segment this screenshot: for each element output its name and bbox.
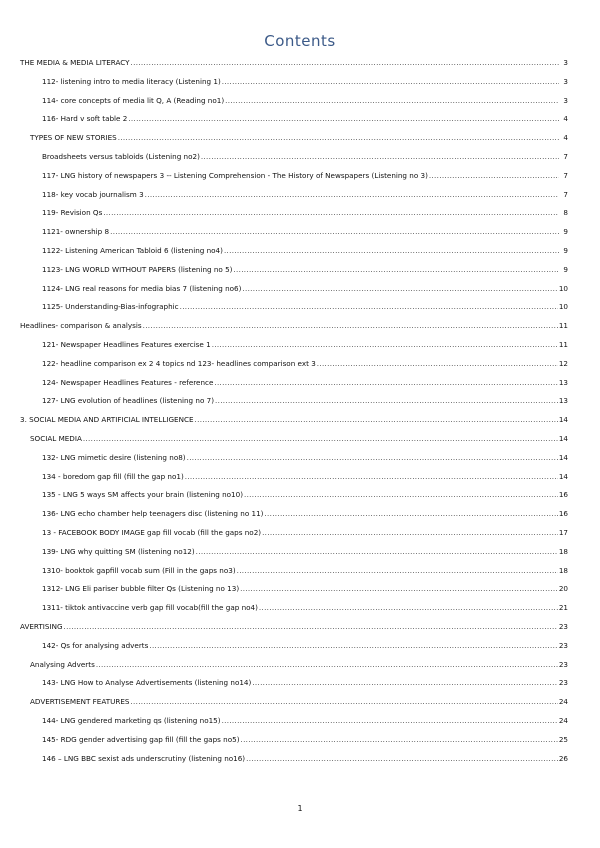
toc-leader-dots (64, 622, 558, 632)
toc-leader-dots (143, 321, 558, 331)
toc-entry[interactable] (42, 152, 568, 162)
toc-entry-page: 18 (558, 565, 568, 575)
toc-entry-text: 13 - FACEBOOK BODY IMAGE gap fill vocab (fill the gaps no2) (42, 528, 262, 537)
toc-entry-text: 139- LNG why quitting SM (listening no12) (42, 546, 195, 556)
page-title: Contents (264, 32, 336, 50)
toc-entry[interactable] (42, 359, 568, 369)
toc-entry-page: 11 (558, 321, 568, 331)
toc-entry[interactable] (42, 114, 568, 124)
toc-entry-text: 145- RDG gender advertising gap fill (fill the gaps no5) (42, 734, 240, 744)
toc-entry-text: Analysing Adverts (30, 659, 95, 669)
toc-leader-dots (131, 58, 559, 68)
toc-leader-dots (185, 472, 558, 482)
toc-leader-dots (96, 660, 558, 670)
toc-entry-page: 4 (563, 133, 568, 143)
toc-leader-dots (130, 697, 557, 707)
toc-entry-page: 9 (563, 227, 568, 237)
toc-entry[interactable] (42, 547, 568, 557)
toc-entry[interactable] (42, 453, 568, 463)
toc-entry-page: 7 (563, 189, 568, 199)
toc-entry-text: 1125- Understanding-Bias-infographic (42, 302, 179, 312)
toc-entry-page: 10 (558, 283, 568, 293)
toc-entry-page: 7 (563, 170, 568, 180)
toc-entry-text: 114- core concepts of media lit Q, A (Reading no1) (42, 95, 225, 105)
toc-entry-text: TYPES OF NEW STORIES (30, 133, 117, 143)
toc-entry-text: 124- Newspaper Headlines Features - reference (42, 377, 214, 387)
toc-leader-dots (237, 566, 558, 576)
toc-entry-text: 121- Newspaper Headlines Features exercise 1 (42, 340, 211, 349)
toc-entry[interactable] (42, 584, 568, 594)
toc-entry[interactable] (42, 77, 568, 87)
toc-leader-dots (145, 190, 559, 200)
toc-leader-dots (225, 96, 559, 106)
toc-entry-text: 112- listening intro to media literacy (Listening 1) (42, 76, 221, 86)
toc-entry-page: 23 (558, 678, 568, 688)
toc-entry[interactable] (42, 302, 568, 312)
toc-entry[interactable] (42, 396, 568, 406)
toc-entry-page: 11 (558, 340, 568, 349)
toc-leader-dots (214, 378, 557, 388)
toc-entry-page: 3 (563, 58, 568, 67)
toc-entry-text: 134 - boredom gap fill (fill the gap no1) (42, 471, 184, 481)
toc-entry[interactable] (42, 227, 568, 237)
toc-entry-page: 20 (558, 584, 568, 594)
toc-entry-text: 1312- LNG Eli pariser bubble filter Qs (Listening no 13) (42, 584, 240, 594)
toc-entry-page: 3 (563, 95, 568, 105)
toc-entry-page: 18 (558, 546, 568, 556)
toc-entry-text: 1121- ownership 8 (42, 227, 110, 237)
toc-leader-dots (110, 227, 559, 237)
toc-entry[interactable] (42, 678, 568, 688)
page-number: 1 (297, 804, 303, 813)
toc-leader-dots (252, 678, 558, 688)
toc-entry-page: 7 (563, 152, 568, 161)
toc-leader-dots (429, 171, 559, 181)
toc-entry-text: 1311- tiktok antivaccine verb gap fill vocab(fill the gap no4) (42, 603, 258, 613)
toc-entry-text: 117- LNG history of newspapers 3 -- Listening Comprehension - The History of Newspapers (Listening no 3) (42, 170, 428, 180)
toc-entry[interactable] (42, 340, 568, 350)
toc-entry-page: 16 (558, 509, 568, 519)
toc-entry-page: 24 (558, 697, 568, 707)
toc-entry-text: ADVERTISEMENT FEATURES (30, 697, 130, 707)
toc-entry-page: 23 (558, 622, 568, 631)
toc-leader-dots (262, 528, 558, 538)
toc-leader-dots (103, 208, 559, 218)
toc-leader-dots (240, 584, 558, 594)
toc-leader-dots (196, 547, 558, 557)
toc-leader-dots (180, 302, 558, 312)
toc-entry-page: 14 (558, 452, 568, 462)
toc-entry[interactable] (30, 697, 568, 707)
toc-entry-text: AVERTISING (20, 622, 63, 631)
toc-entry-page: 14 (558, 434, 568, 443)
toc-entry-text: 132- LNG mimetic desire (listening no8) (42, 452, 186, 462)
toc-entry-text: SOCIAL MEDIA (30, 434, 82, 443)
toc-entry[interactable] (42, 378, 568, 388)
toc-entry-page: 10 (558, 302, 568, 312)
toc-entry[interactable] (42, 490, 568, 500)
toc-leader-dots (242, 284, 557, 294)
toc-entry[interactable] (42, 265, 568, 275)
toc-entry-page: 14 (558, 471, 568, 481)
toc-entry[interactable] (42, 716, 568, 726)
toc-entry[interactable] (42, 284, 568, 294)
toc-entry-text: 1123- LNG WORLD WITHOUT PAPERS (listening no 5) (42, 264, 233, 274)
toc-entry[interactable] (42, 208, 568, 218)
toc-entry[interactable] (42, 509, 568, 519)
toc-entry-page: 21 (558, 603, 568, 613)
toc-entry-page: 13 (558, 396, 568, 406)
toc-entry-page: 9 (563, 264, 568, 274)
toc-leader-dots (246, 754, 558, 764)
toc-entry-page: 23 (558, 659, 568, 669)
toc-entry[interactable] (42, 735, 568, 745)
toc-entry-text: 118- key vocab journalism 3 (42, 189, 144, 199)
toc-entry[interactable] (42, 190, 568, 200)
toc-leader-dots (201, 152, 559, 162)
toc-entry[interactable] (20, 415, 568, 425)
toc-entry-text: Headlines- comparison & analysis (20, 321, 142, 331)
toc-entry[interactable] (20, 622, 568, 632)
toc-leader-dots (128, 114, 559, 124)
toc-entry-page: 26 (558, 753, 568, 763)
toc-entry-page: 16 (558, 490, 568, 500)
toc-entry-text: THE MEDIA & MEDIA LITERACY (20, 58, 130, 67)
toc-entry-text: 116- Hard v soft table 2 (42, 114, 128, 124)
toc-entry-page: 25 (558, 734, 568, 744)
toc-entry-page: 24 (558, 716, 568, 725)
toc-leader-dots (187, 453, 558, 463)
toc-entry[interactable] (20, 321, 568, 331)
toc-leader-dots (118, 133, 559, 143)
toc-entry-page: 13 (558, 377, 568, 387)
toc-entry-page: 14 (558, 415, 568, 425)
toc-leader-dots (224, 246, 559, 256)
toc-entry-page: 4 (563, 114, 568, 124)
toc-entry-text: 1122- Listening American Tabloid 6 (listening no4) (42, 246, 223, 255)
toc-leader-dots (244, 490, 558, 500)
toc-entry-text: 3. SOCIAL MEDIA AND ARTIFICIAL INTELLIGENCE (20, 415, 194, 425)
toc-entry-text: 119- Revision Qs (42, 208, 103, 218)
toc-entry[interactable] (42, 472, 568, 482)
toc-entry[interactable] (42, 603, 568, 613)
toc-entry[interactable] (42, 566, 568, 576)
toc-leader-dots (264, 509, 557, 519)
toc-entry-text: Broadsheets versus tabloids (Listening no2) (42, 152, 200, 161)
toc-entry-text: 1124- LNG real reasons for media bias 7 (listening no6) (42, 283, 242, 293)
toc-leader-dots (83, 434, 558, 444)
toc-leader-dots (195, 415, 558, 425)
toc-entry[interactable] (30, 434, 568, 444)
toc-entry-page: 12 (558, 358, 568, 368)
toc-entry-text: 1310- booktok gapfill vocab sum (Fill in the gaps no3) (42, 565, 236, 575)
toc-entry-page: 3 (563, 76, 568, 86)
toc-leader-dots (259, 603, 558, 613)
toc-entry-page: 17 (558, 528, 568, 537)
toc-entry[interactable] (42, 96, 568, 106)
toc-leader-dots (222, 77, 559, 87)
toc-entry[interactable] (42, 754, 568, 764)
toc-entry[interactable] (42, 641, 568, 651)
toc-entry-text: 122- headline comparison ex 2 4 topics nd 123- headlines comparison ext 3 (42, 358, 316, 368)
toc-leader-dots (233, 265, 559, 275)
toc-entry-text: 127- LNG evolution of headlines (listening no 7) (42, 396, 215, 406)
toc-entry-text: 144- LNG gendered marketing qs (listening no15) (42, 716, 221, 725)
toc-entry-text: 142- Qs for analysing adverts (42, 640, 149, 650)
toc-entry[interactable] (42, 171, 568, 181)
toc-entry-text: 136- LNG echo chamber help teenagers disc (listening no 11) (42, 509, 264, 519)
toc-leader-dots (212, 340, 558, 350)
toc-entry-text: 146 – LNG BBC sexist ads underscrutiny (listening no16) (42, 753, 246, 763)
toc-entry[interactable] (20, 58, 568, 68)
toc-leader-dots (149, 641, 557, 651)
toc-entry-text: 143- LNG How to Analyse Advertisements (listening no14) (42, 678, 252, 688)
toc-leader-dots (222, 716, 558, 726)
toc-leader-dots (317, 359, 558, 369)
toc-entry-page: 9 (563, 246, 568, 255)
toc-entry-page: 8 (563, 208, 568, 218)
toc-entry[interactable] (42, 528, 568, 538)
toc-leader-dots (241, 735, 558, 745)
toc-entry[interactable] (42, 246, 568, 256)
toc-entry-text: 135 - LNG 5 ways SM affects your brain (listening no10) (42, 490, 244, 500)
toc-entry[interactable] (30, 133, 568, 143)
toc-entry-page: 23 (558, 640, 568, 650)
toc-entry[interactable] (30, 660, 568, 670)
toc-leader-dots (215, 396, 558, 406)
